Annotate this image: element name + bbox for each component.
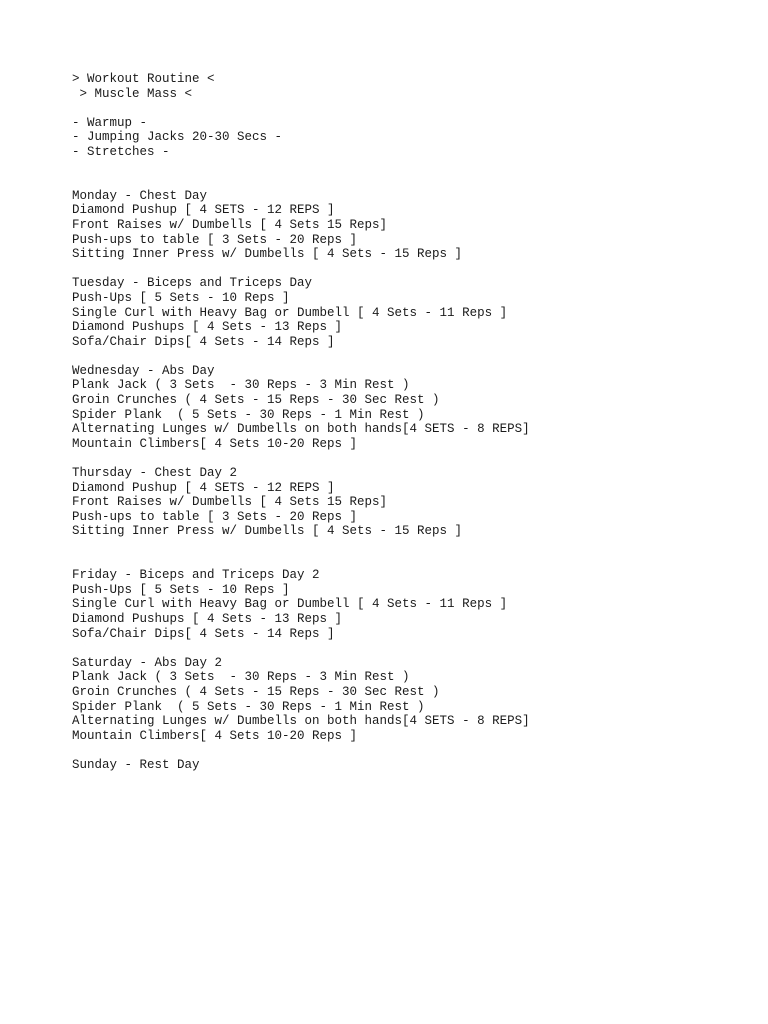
- blank-line: [72, 349, 752, 364]
- text-line: Front Raises w/ Dumbells [ 4 Sets 15 Reps]: [72, 217, 388, 232]
- text-line: Sunday - Rest Day: [72, 757, 200, 772]
- document-page: [72, 72, 752, 773]
- text-line: Diamond Pushups [ 4 Sets - 13 Reps ]: [72, 611, 343, 626]
- text-line: Monday - Chest Day: [72, 188, 208, 203]
- text-line: Mountain Climbers[ 4 Sets 10-20 Reps ]: [72, 728, 358, 743]
- text-line: Thursday - Chest Day 2: [72, 466, 238, 481]
- blank-line: [72, 101, 752, 116]
- blank-line: [72, 451, 752, 466]
- text-line: Groin Crunches ( 4 Sets - 15 Reps - 30 Sec Rest ): [72, 393, 440, 408]
- text-line: Sofa/Chair Dips[ 4 Sets - 14 Reps ]: [72, 334, 335, 349]
- text-line: Spider Plank ( 5 Sets - 30 Reps - 1 Min Rest ): [72, 699, 425, 714]
- blank-line: [72, 554, 752, 569]
- text-line: Wednesday - Abs Day: [72, 363, 215, 378]
- text-line: Sitting Inner Press w/ Dumbells [ 4 Sets - 15 Reps ]: [72, 247, 463, 262]
- text-line: - Warmup -: [72, 115, 148, 130]
- blank-line: [72, 262, 752, 277]
- text-line: Diamond Pushup [ 4 SETS - 12 REPS ]: [72, 203, 335, 218]
- text-line: Friday - Biceps and Triceps Day 2: [72, 568, 320, 583]
- blank-line: [72, 743, 752, 758]
- text-line: > Muscle Mass <: [72, 86, 193, 101]
- text-line: Alternating Lunges w/ Dumbells on both hands[4 SETS - 8 REPS]: [72, 714, 530, 729]
- text-line: Push-ups to table [ 3 Sets - 20 Reps ]: [72, 509, 358, 524]
- text-line: Diamond Pushup [ 4 SETS - 12 REPS ]: [72, 480, 335, 495]
- blank-line: [72, 641, 752, 656]
- text-line: Spider Plank ( 5 Sets - 30 Reps - 1 Min Rest ): [72, 407, 425, 422]
- text-line: Sofa/Chair Dips[ 4 Sets - 14 Reps ]: [72, 626, 335, 641]
- blank-line: [72, 160, 752, 175]
- text-line: Plank Jack ( 3 Sets - 30 Reps - 3 Min Rest ): [72, 670, 410, 685]
- text-line: Alternating Lunges w/ Dumbells on both hands[4 SETS - 8 REPS]: [72, 422, 530, 437]
- text-line: Single Curl with Heavy Bag or Dumbell [ 4 Sets - 11 Reps ]: [72, 305, 508, 320]
- text-line: Sitting Inner Press w/ Dumbells [ 4 Sets - 15 Reps ]: [72, 524, 463, 539]
- text-line: > Workout Routine <: [72, 72, 215, 86]
- text-line: Groin Crunches ( 4 Sets - 15 Reps - 30 Sec Rest ): [72, 684, 440, 699]
- blank-line: [72, 174, 752, 189]
- text-line: Saturday - Abs Day 2: [72, 655, 223, 670]
- blank-line: [72, 539, 752, 554]
- text-line: Diamond Pushups [ 4 Sets - 13 Reps ]: [72, 320, 343, 335]
- text-line: Push-Ups [ 5 Sets - 10 Reps ]: [72, 582, 290, 597]
- text-line: - Jumping Jacks 20-30 Secs -: [72, 130, 283, 145]
- text-line: Mountain Climbers[ 4 Sets 10-20 Reps ]: [72, 436, 358, 451]
- text-line: Front Raises w/ Dumbells [ 4 Sets 15 Reps]: [72, 495, 388, 510]
- text-line: Push-Ups [ 5 Sets - 10 Reps ]: [72, 290, 290, 305]
- text-line: Plank Jack ( 3 Sets - 30 Reps - 3 Min Rest ): [72, 378, 410, 393]
- text-line: - Stretches -: [72, 144, 170, 159]
- text-line: Single Curl with Heavy Bag or Dumbell [ 4 Sets - 11 Reps ]: [72, 597, 508, 612]
- text-line: Tuesday - Biceps and Triceps Day: [72, 276, 313, 291]
- text-line: Push-ups to table [ 3 Sets - 20 Reps ]: [72, 232, 358, 247]
